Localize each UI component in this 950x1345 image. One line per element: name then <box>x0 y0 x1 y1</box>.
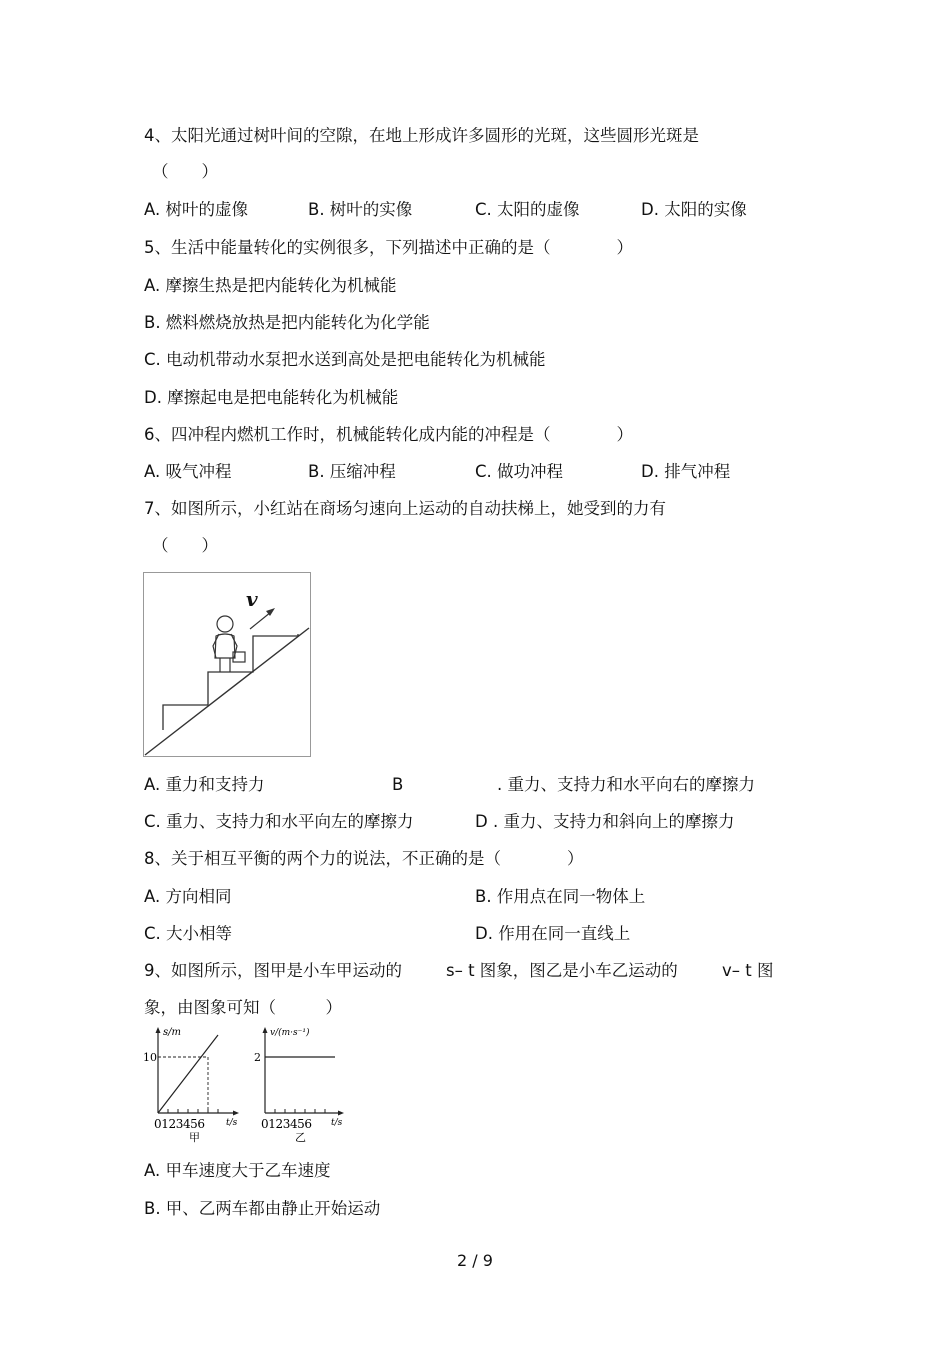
graph-jia-caption: 甲 <box>189 1131 200 1144</box>
motion-graphs-figure <box>143 1025 345 1145</box>
escalator-diagram <box>143 572 311 757</box>
question-9-option-b: B. 甲、乙两车都由静止开始运动 <box>144 1199 381 1218</box>
question-8-option-a: A. 方向相同 <box>144 887 232 906</box>
graph-yi <box>254 1027 344 1144</box>
escalator-figure <box>143 572 311 757</box>
question-7-option-b-letter: B <box>392 775 404 794</box>
graph-yi-x-arrow <box>338 1111 344 1116</box>
question-8-stem: 8、关于相互平衡的两个力的说法，不正确的是（ ） <box>144 849 584 868</box>
question-6-option-b: B. 压缩冲程 <box>308 462 396 481</box>
question-6-stem: 6、四冲程内燃机工作时，机械能转化成内能的冲程是（ ） <box>144 425 633 444</box>
question-9-stem-part-1: 9、如图所示，图甲是小车甲运动的 <box>144 961 402 980</box>
question-7-option-a: A. 重力和支持力 <box>144 775 265 794</box>
graph-jia-x-ticks: 0123456 <box>154 1117 205 1131</box>
graph-jia-x-label: t/s <box>226 1118 238 1128</box>
question-8-option-b: B. 作用点在同一物体上 <box>475 887 646 906</box>
question-9-stem-line-2: 象，由图象可知（ ） <box>144 998 342 1017</box>
question-8-option-c: C. 大小相等 <box>144 924 233 943</box>
question-9-stem-part-3: v– t 图 <box>722 961 774 980</box>
question-5-option-a: A. 摩擦生热是把内能转化为机械能 <box>144 276 397 295</box>
question-6-option-d: D. 排气冲程 <box>641 462 731 481</box>
question-4-option-c: C. 太阳的虚像 <box>475 200 580 219</box>
graph-yi-x-ticks: 0123456 <box>261 1117 312 1131</box>
question-7-stem: 7、如图所示，小红站在商场匀速向上运动的自动扶梯上，她受到的力有 <box>144 499 666 518</box>
question-8-option-d: D. 作用在同一直线上 <box>475 924 631 943</box>
question-7-answer-paren: （ ） <box>152 536 218 555</box>
question-4-stem: 4、太阳光通过树叶间的空隙，在地上形成许多圆形的光斑，这些圆形光斑是 <box>144 126 699 145</box>
question-5-option-b: B. 燃料燃烧放热是把内能转化为化学能 <box>144 313 430 332</box>
question-6-option-a: A. 吸气冲程 <box>144 462 232 481</box>
graph-yi-y-arrow <box>263 1027 268 1033</box>
question-7-option-b: . 重力、支持力和水平向右的摩擦力 <box>497 775 755 794</box>
question-4-answer-paren: （ ） <box>152 162 218 181</box>
graph-jia-line <box>158 1035 218 1113</box>
question-4-option-b: B. 树叶的实像 <box>308 200 413 219</box>
question-4-option-a: A. 树叶的虚像 <box>144 200 248 219</box>
graph-jia-y-label: s/m <box>163 1027 181 1038</box>
graph-jia-y-value: 10 <box>143 1051 157 1064</box>
question-5-stem: 5、生活中能量转化的实例很多，下列描述中正确的是（ ） <box>144 238 633 257</box>
graph-jia-y-arrow <box>156 1027 161 1033</box>
graph-jia-x-arrow <box>233 1111 239 1116</box>
question-7-option-d: D . 重力、支持力和斜向上的摩擦力 <box>475 812 735 831</box>
page-number: 2 / 9 <box>457 1251 493 1270</box>
graph-yi-y-label: v/(m·s⁻¹) <box>270 1028 310 1038</box>
question-6-option-c: C. 做功冲程 <box>475 462 564 481</box>
graph-jia <box>143 1027 239 1144</box>
graph-yi-y-value: 2 <box>254 1051 261 1064</box>
question-5-option-c: C. 电动机带动水泵把水送到高处是把电能转化为机械能 <box>144 350 546 369</box>
question-7-option-c: C. 重力、支持力和水平向左的摩擦力 <box>144 812 414 831</box>
figure-border <box>144 573 311 757</box>
question-9-option-a: A. 甲车速度大于乙车速度 <box>144 1161 331 1180</box>
question-9-stem-part-2: s– t 图象，图乙是小车乙运动的 <box>446 961 678 980</box>
motion-graphs <box>143 1025 345 1145</box>
velocity-label: v <box>246 587 258 611</box>
graph-yi-caption: 乙 <box>295 1131 306 1144</box>
question-4-option-d: D. 太阳的实像 <box>641 200 747 219</box>
graph-yi-x-label: t/s <box>331 1118 343 1128</box>
question-5-option-d: D. 摩擦起电是把电能转化为机械能 <box>144 388 399 407</box>
